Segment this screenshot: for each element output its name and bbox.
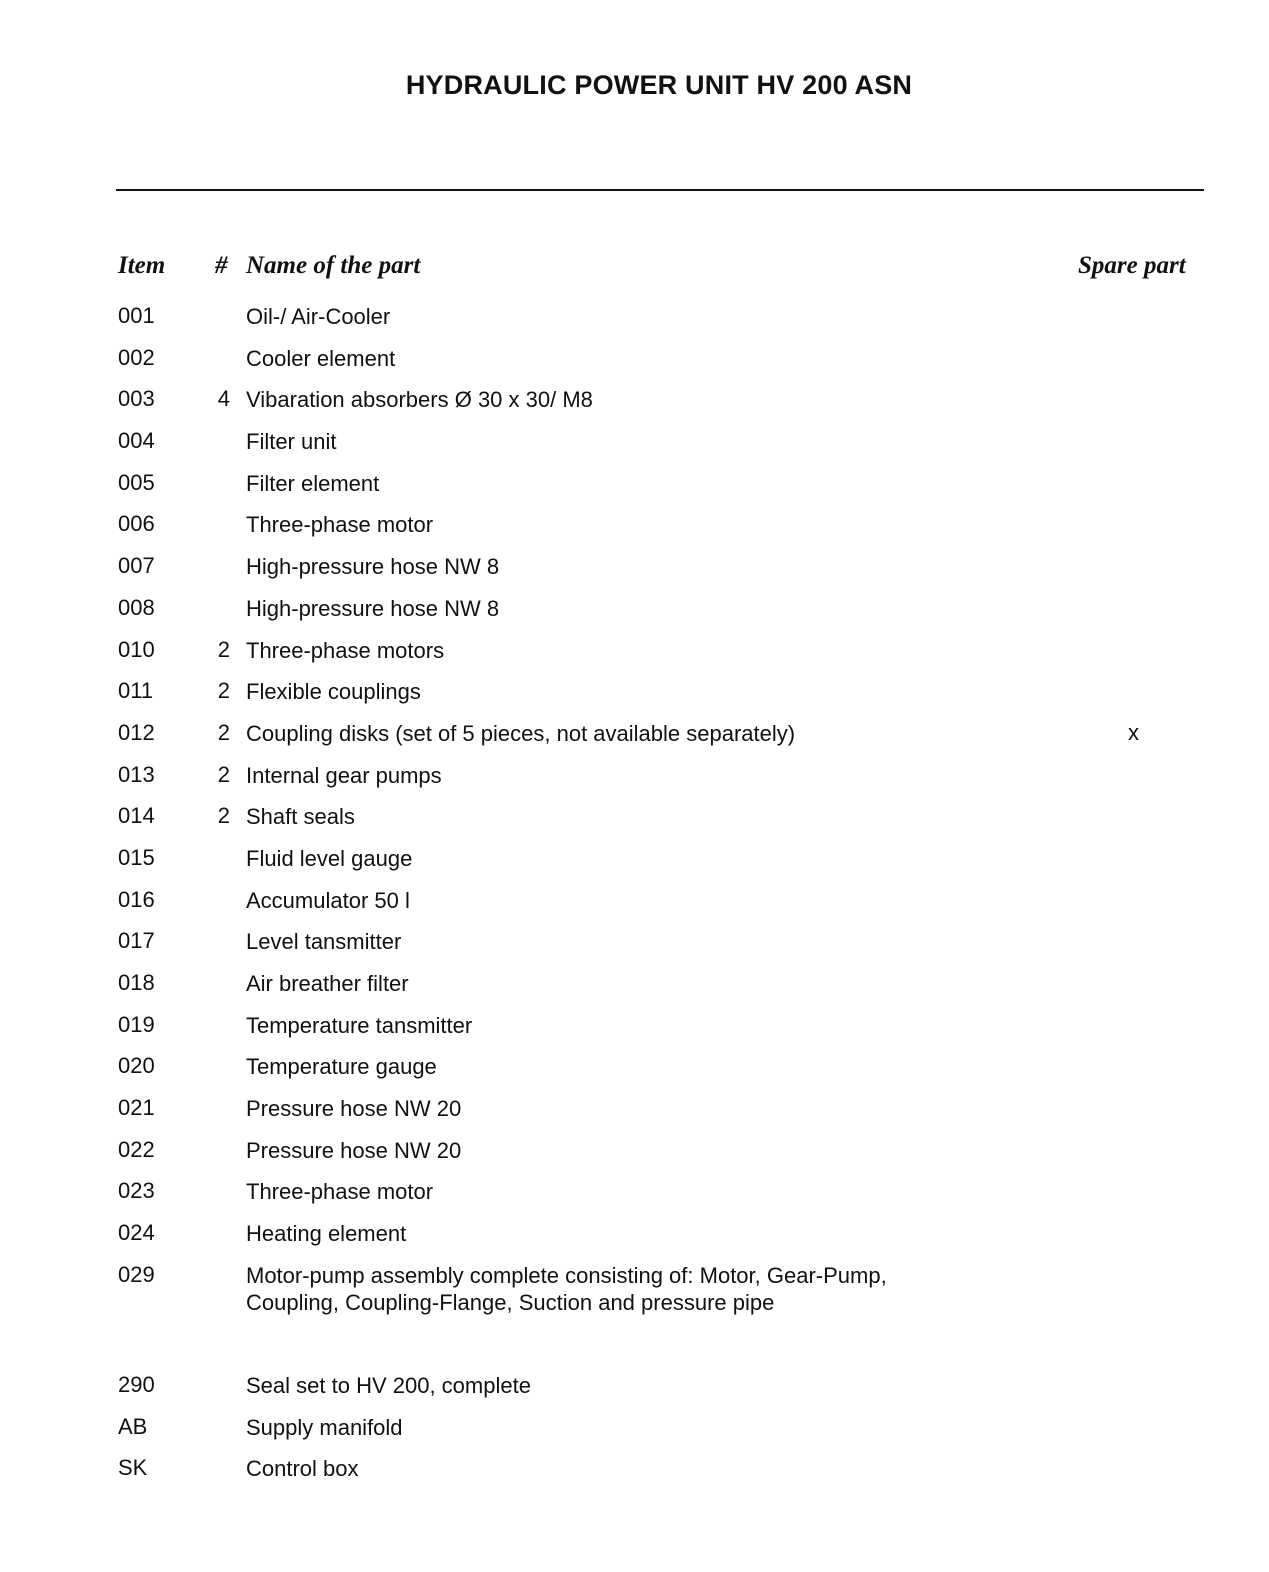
part-name: Level tansmitter: [246, 929, 402, 955]
part-name: Shaft seals: [246, 804, 355, 830]
item-number: 010: [118, 636, 155, 662]
item-number: 014: [118, 803, 155, 829]
table-row: [0, 1414, 1269, 1456]
item-number: 020: [118, 1053, 155, 1079]
table-row: [0, 1220, 1269, 1262]
table-row: [0, 845, 1269, 887]
table-row: [0, 1262, 1269, 1372]
column-header-item: Item: [118, 252, 166, 279]
part-name: Seal set to HV 200, complete: [246, 1372, 531, 1398]
table-row: [0, 887, 1269, 929]
quantity: 2: [217, 803, 230, 829]
item-number: 013: [118, 761, 155, 787]
item-number: 019: [118, 1011, 155, 1037]
table-row: [0, 637, 1269, 679]
item-number: 017: [118, 928, 155, 954]
part-name: Accumulator 50 l: [246, 887, 410, 913]
table-row: [0, 1178, 1269, 1220]
quantity: 2: [217, 719, 230, 745]
item-number: 006: [118, 511, 155, 537]
item-number: 021: [118, 1095, 155, 1121]
part-name: Coupling disks (set of 5 pieces, not available separately): [246, 720, 796, 746]
table-row: [0, 720, 1269, 762]
part-name: Motor-pump assembly complete consisting of: Motor, Gear-Pump, Coupling, Coupling-Flange, Suction and pressure pipe: [246, 1262, 887, 1315]
item-number: AB: [118, 1413, 148, 1439]
part-name: Temperature gauge: [246, 1054, 437, 1080]
part-name: Vibaration absorbers Ø 30 x 30/ M8: [246, 387, 593, 413]
table-row: [0, 303, 1269, 345]
table-row: [0, 1455, 1269, 1497]
table-row: [0, 803, 1269, 845]
item-number: 005: [118, 469, 155, 495]
table-row: [0, 553, 1269, 595]
part-name: Fluid level gauge: [246, 845, 413, 871]
table-row: [0, 428, 1269, 470]
item-number: 290: [118, 1371, 155, 1397]
item-number: SK: [118, 1455, 148, 1481]
table-row: [0, 1012, 1269, 1054]
part-name: High-pressure hose NW 8: [246, 554, 500, 580]
table-row: [0, 511, 1269, 553]
table-row: [0, 970, 1269, 1012]
part-name: Air breather filter: [246, 971, 409, 996]
part-name: Flexible couplings: [246, 679, 421, 705]
document-title: HYDRAULIC POWER UNIT HV 200 ASN: [405, 70, 913, 100]
table-row: [0, 1095, 1269, 1137]
item-number: 018: [118, 970, 155, 995]
title-divider: [116, 189, 1204, 191]
spare-part-mark: x: [1128, 719, 1139, 745]
part-name: Cooler element: [246, 345, 396, 371]
part-name: Three-phase motors: [246, 637, 445, 663]
item-number: 004: [118, 428, 155, 454]
column-header-quantity: #: [215, 252, 228, 279]
part-name: Filter element: [246, 470, 380, 496]
part-name: High-pressure hose NW 8: [246, 595, 500, 621]
part-name: Pressure hose NW 20: [246, 1137, 462, 1163]
table-row: [0, 762, 1269, 804]
part-name: Three-phase motor: [246, 512, 434, 538]
parts-list: [0, 303, 1269, 1497]
item-number: 024: [118, 1220, 155, 1246]
table-row: [0, 1137, 1269, 1179]
part-name: Oil-/ Air-Cooler: [246, 304, 391, 329]
part-name: Temperature tansmitter: [246, 1012, 473, 1038]
quantity: 2: [217, 678, 230, 704]
item-number: 016: [118, 886, 155, 912]
item-number: 011: [118, 678, 154, 704]
item-number: 002: [118, 344, 155, 370]
part-name: Internal gear pumps: [246, 762, 442, 788]
part-name: Three-phase motor: [246, 1179, 434, 1205]
table-row: [0, 928, 1269, 970]
table-row: [0, 345, 1269, 387]
quantity: 4: [217, 386, 230, 412]
column-header-name: Name of the part: [246, 252, 421, 279]
part-name: Control box: [246, 1456, 359, 1482]
quantity: 2: [217, 761, 230, 787]
part-name: Heating element: [246, 1221, 407, 1247]
part-name: Pressure hose NW 20: [246, 1096, 462, 1122]
item-number: 022: [118, 1136, 155, 1162]
part-name: Filter unit: [246, 429, 337, 455]
part-name: Supply manifold: [246, 1414, 403, 1440]
table-row: [0, 1372, 1269, 1414]
item-number: 015: [118, 844, 155, 870]
table-row: [0, 470, 1269, 512]
item-number: 001: [118, 303, 155, 328]
item-number: 008: [118, 594, 155, 620]
table-row: [0, 386, 1269, 428]
table-row: [0, 595, 1269, 637]
item-number: 003: [118, 386, 155, 412]
table-row: [0, 678, 1269, 720]
item-number: 023: [118, 1178, 155, 1204]
item-number: 029: [118, 1261, 155, 1287]
quantity: 2: [217, 636, 230, 662]
item-number: 012: [118, 719, 155, 745]
table-row: [0, 1053, 1269, 1095]
column-header-spare-part: Spare part: [1078, 252, 1186, 279]
item-number: 007: [118, 553, 155, 579]
